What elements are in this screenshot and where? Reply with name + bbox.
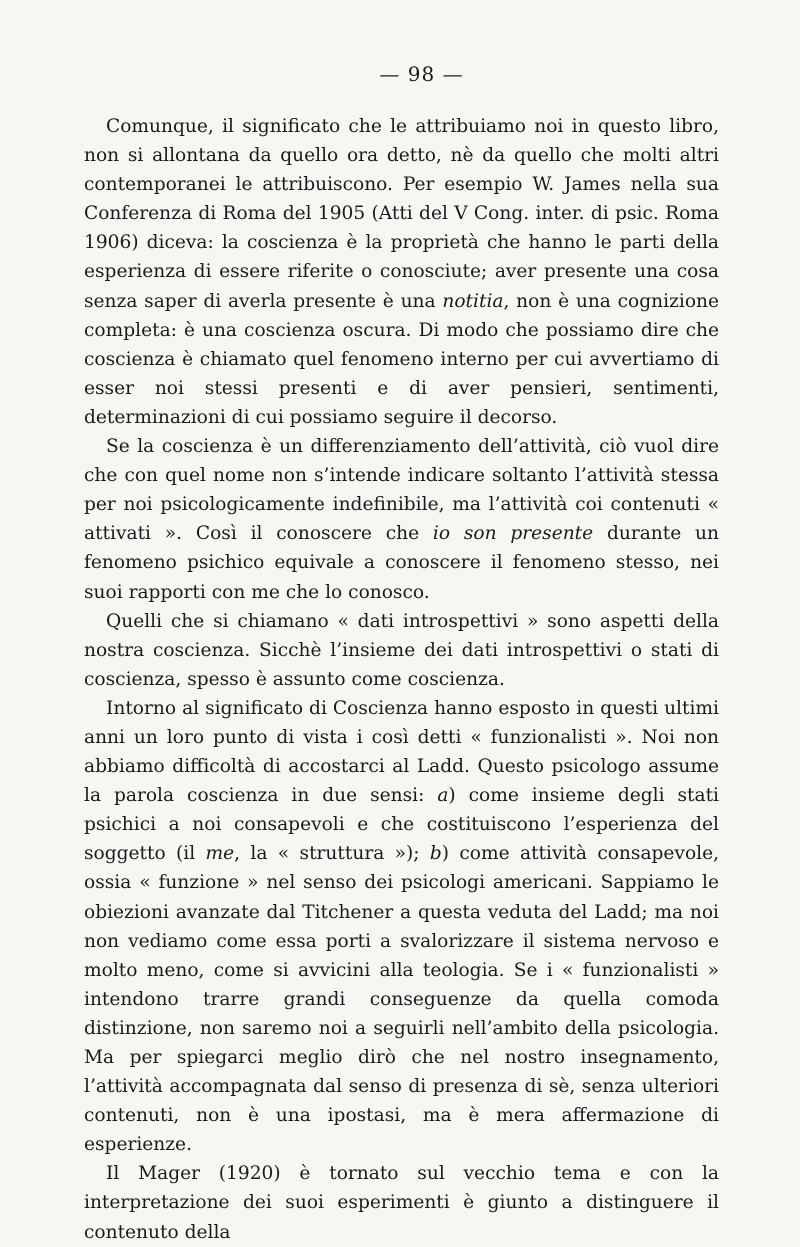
paragraph-5: Il Mager (1920) è tornato sul vecchio tema e con la interpretazione dei suoi esperimenti è giunto a distinguere il contenuto della bbox=[84, 1163, 719, 1243]
page-number: — 98 — bbox=[379, 62, 464, 86]
body-text bbox=[84, 112, 719, 1247]
book-page bbox=[84, 62, 719, 1247]
paragraph-3: Quelli che si chiamano « dati introspettivi » sono aspetti della nostra coscienza. Sicchè l’insieme dei dati introspettivi o stati di coscienza, spesso è assunto come coscienza. bbox=[84, 610, 719, 690]
paragraph-1: Comunque, il significato che le attribuiamo noi in questo libro, non si allontana da quello ora detto, nè da quello che molti altri contemporanei le attribuiscono. Per esempio W. James nella sua Conferenza di Roma del 1905 (Atti del V Cong. inter. di psic. Roma 1906) diceva: la coscienza è la proprietà che hanno le parti della esperienza di essere riferite o conosciute; aver presente una cosa senza saper di averla presente è una notitia, non è una cognizione completa: è una coscienza oscura. Di modo che possiamo dire che coscienza è chiamato quel fenomeno interno per cui avvertiamo di esser noi stessi presenti e di aver pensieri, sentimenti, determinazioni di cui possiamo seguire il decorso. bbox=[84, 116, 719, 428]
paragraph-2: Se la coscienza è un differenziamento dell’attività, ciò vuol dire che con quel nome non s’intende indicare soltanto l’attività stessa per noi psicologicamente indefinibile, ma l’attività coi contenuti « attivati ». Così il conoscere che io son presente durante un fenomeno psichico equivale a conoscere il fenomeno stesso, nei suoi rapporti con me che lo conosco. bbox=[84, 436, 720, 603]
paragraph-4: Intorno al significato di Coscienza hanno esposto in questi ultimi anni un loro punto di vista i così detti « funzionalisti ». Noi non abbiamo difficoltà di accostarci al Ladd. Questo psicologo assume la parola coscienza in due sensi: a) come insieme degli stati psichici a noi consapevoli e che costituiscono l’esperienza del soggetto (il me, la « struttura »); b) come attività consapevole, ossia « funzione » nel senso dei psicologi americani. Sappiamo le obiezioni avanzate dal Titchener a questa veduta del Ladd; ma noi non vediamo come essa porti a svalorizzare il sistema nervoso e molto meno, come si avvicini alla teologia. Se i « funzionalisti » intendono trarre grandi conseguenze da quella comoda distinzione, non saremo noi a seguirli nell’ambito della psicologia. Ma per spiegarci meglio dirò che nel nostro insegnamento, l’attività accompagnata dal senso di presenza di sè, senza ulteriori contenuti, non è una ipostasi, ma è mera affermazione di esperienze. bbox=[84, 697, 719, 1156]
